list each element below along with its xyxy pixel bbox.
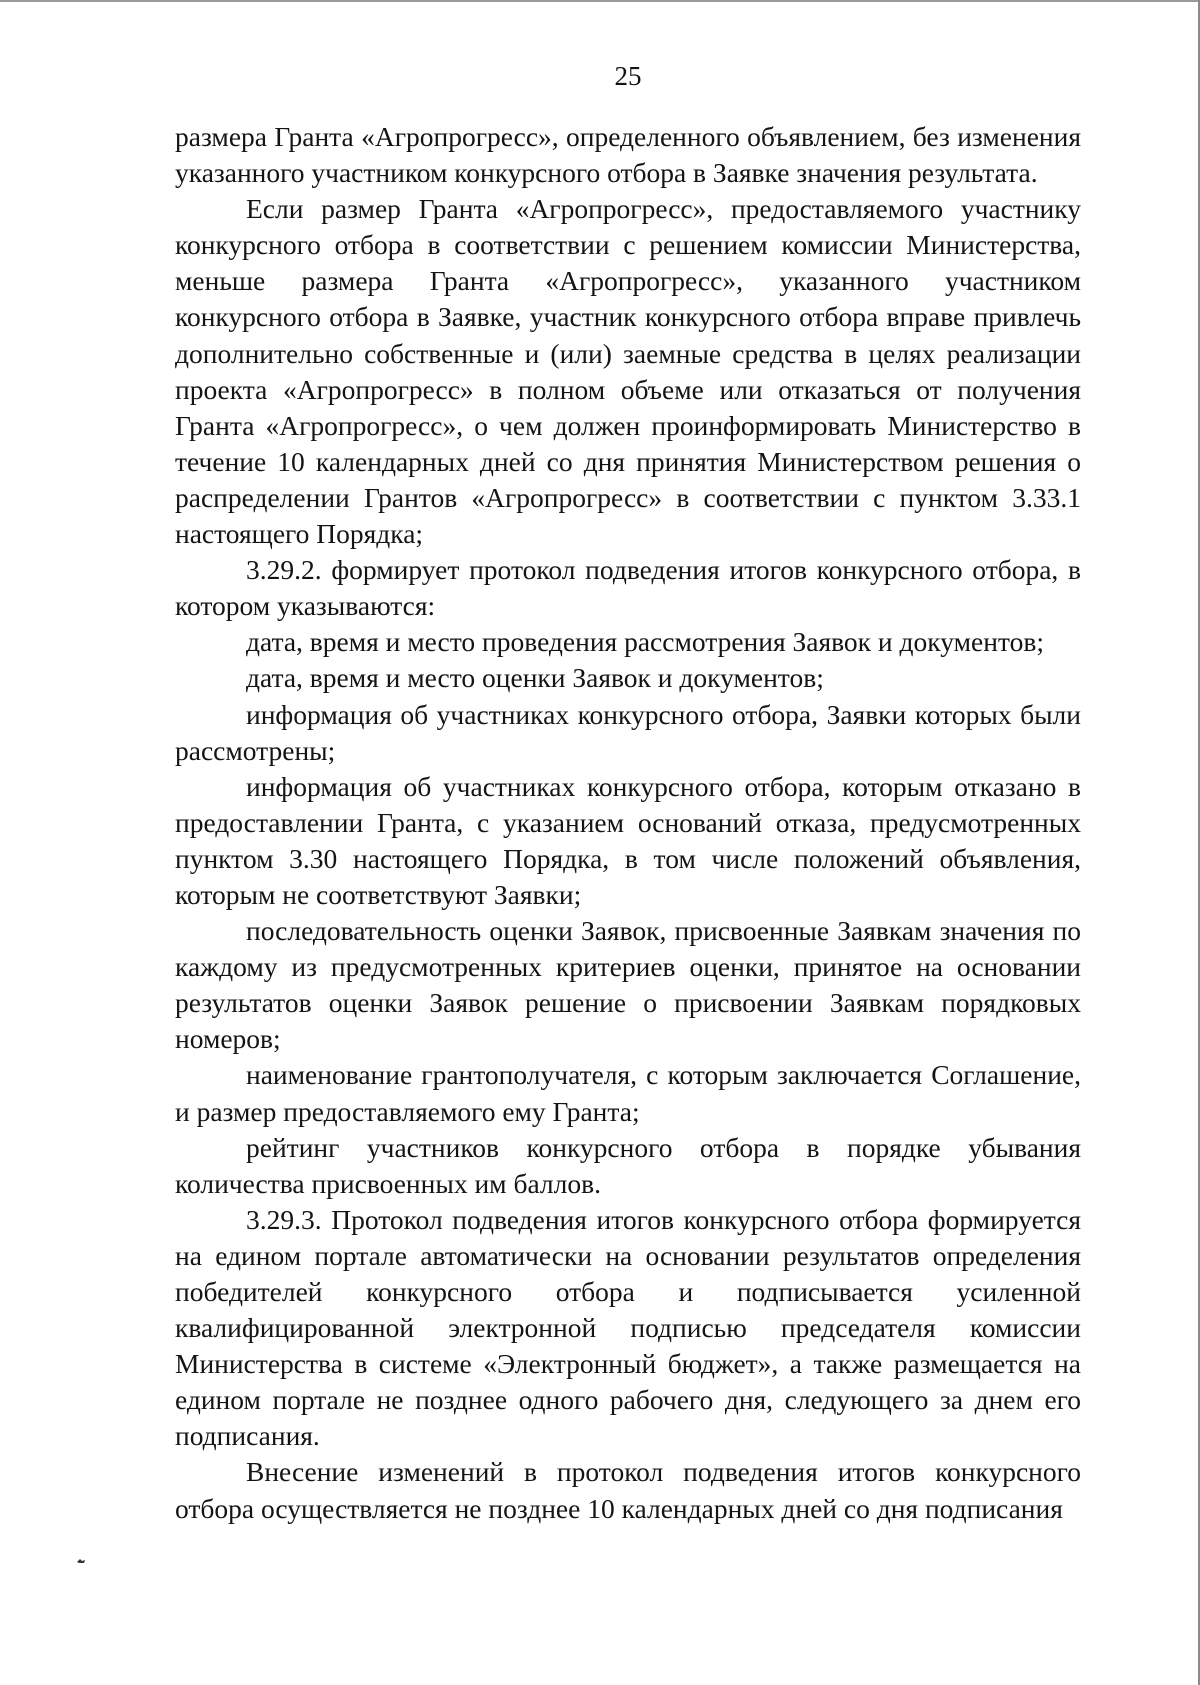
list-item-grantee-name: наименование грантополучателя, с которым заключается Соглашение, и размер предоставляемого ему Гранта; xyxy=(175,1059,1081,1127)
list-item-evaluation-date: дата, время и место оценки Заявок и документов; xyxy=(246,662,824,694)
paragraph-3-29-2: 3.29.2. формирует протокол подведения итогов конкурсного отбора, в котором указываются: xyxy=(175,554,1081,622)
list-item-evaluation-sequence: последовательность оценки Заявок, присвоенные Заявкам значения по каждому из предусмотренных критериев оценки, принятое на основании результатов оценки Заявок решение о присвоении Заявкам порядковых номеров; xyxy=(175,915,1081,1055)
page-number: 25 xyxy=(614,61,642,91)
list-item-reviewed-participants: информация об участниках конкурсного отбора, Заявки которых были рассмотрены; xyxy=(175,698,1081,766)
paragraph-grant-size-continuation: размера Гранта «Агропрогресс», определенного объявлением, без изменения указанного участником конкурсного отбора в Заявке значения результата. xyxy=(175,121,1081,189)
paragraph-3-29-3: 3.29.3. Протокол подведения итогов конкурсного отбора формируется на едином портале автоматически на основании результатов определения победителей конкурсного отбора и подписывается усиленной квалифицированной электронной подписью председателя комиссии Министерства в системе «Электронный бюджет», а также размещается на едином портале не позднее одного рабочего дня, следующего за днем его подписания. xyxy=(175,1203,1081,1452)
document-body xyxy=(175,119,1081,1527)
list-item-rating: рейтинг участников конкурсного отбора в порядке убывания количества присвоенных им баллов. xyxy=(175,1131,1081,1199)
list-item-review-date: дата, время и место проведения рассмотрения Заявок и документов; xyxy=(246,626,1044,658)
paragraph-protocol-amendments: Внесение изменений в протокол подведения итогов конкурсного отбора осуществляется не позднее 10 календарных дней со дня подписания xyxy=(175,1456,1081,1524)
scan-speck xyxy=(76,1558,86,1564)
list-item-rejected-participants: информация об участниках конкурсного отбора, которым отказано в предоставлении Гранта, с указанием оснований отказа, предусмотренных пунктом 3.30 настоящего Порядка, в том числе положений объявления, которым не соответствуют Заявки; xyxy=(175,770,1081,910)
scan-edge-top xyxy=(0,0,1200,2)
paragraph-reduced-grant-size: Если размер Гранта «Агропрогресс», предоставляемого участнику конкурсного отбора в соответствии с решением комиссии Министерства, меньше размера Гранта «Агропрогресс», указанного участником конкурсного отбора в Заявке, участник конкурсного отбора вправе привлечь дополнительно собственные и (или) заемные средства в целях реализации проекта «Агропрогресс» в полном объеме или отказаться от получения Гранта «Агропрогресс», о чем должен проинформировать Министерство в течение 10 календарных дней со дня принятия Министерством решения о распределении Грантов «Агропрогресс» в соответствии с пунктом 3.33.1 настоящего Порядка; xyxy=(175,193,1081,550)
